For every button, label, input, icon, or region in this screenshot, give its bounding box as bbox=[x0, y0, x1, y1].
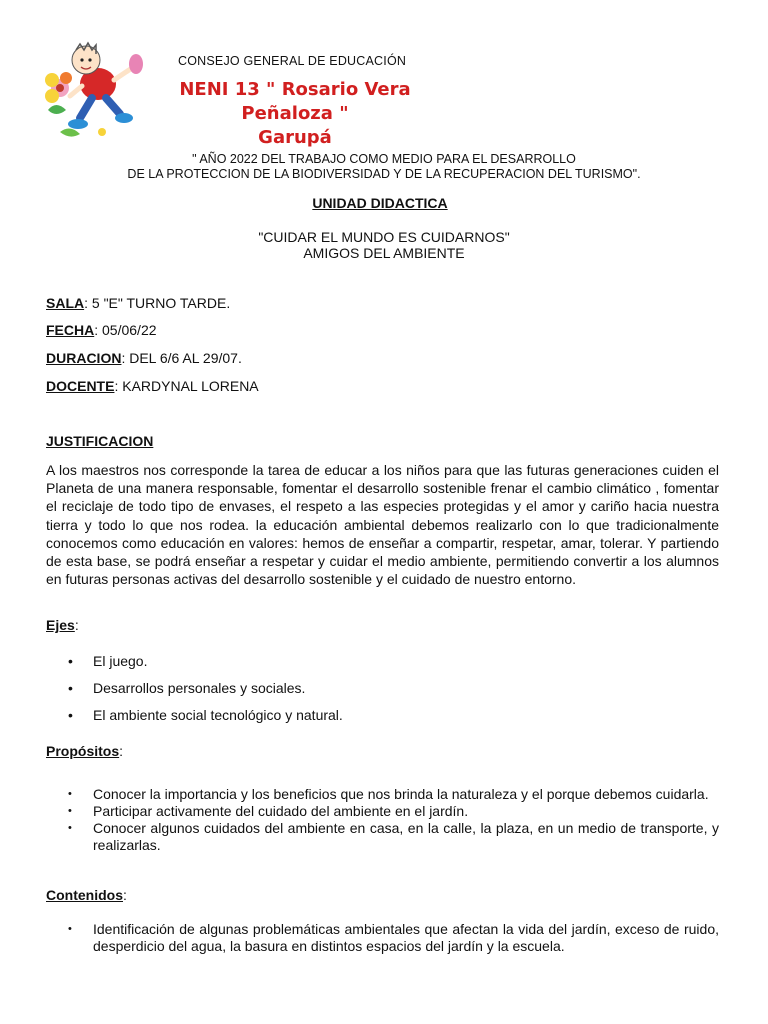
propositos-heading-colon: : bbox=[119, 743, 124, 759]
unit-title-line1: "CUIDAR EL MUNDO ES CUIDARNOS" bbox=[258, 229, 510, 245]
field-duracion-value: : DEL 6/6 AL 29/07. bbox=[121, 350, 242, 366]
field-docente-label: DOCENTE bbox=[46, 378, 115, 394]
school-header bbox=[40, 40, 432, 148]
justificacion-text: A los maestros nos corresponde la tarea de educar a los niños para que las futuras generaciones cuiden el Planeta de una manera responsable, fomentar el desarrollo sostenible frenar el cambio climático , fomentar el reciclaje de todo tipo de envases, el respeto a las especies protegidas y el amor y cariño hacia nuestra tierra y todo lo que nos rodea. la educación ambiental debemos realizarlo con lo que tradicionalmente conocemos como educación en valores: hemos de enseñar a compartir, respetar, amar, tolerar. Y partiendo de esta base, se podrá enseñar a respetar y cuidar el medio ambiente, permitiendo convertir a los alumnos en futuras personas activas del desarrollo sostenible y el cuidado de nuestro entorno. bbox=[46, 462, 719, 588]
list-item: • Conocer algunos cuidados del ambiente en casa, en la calle, la plaza, en un medio de transporte, y realizarlas. bbox=[46, 820, 719, 854]
field-sala-value: : 5 "E" TURNO TARDE. bbox=[84, 295, 231, 311]
school-name bbox=[150, 78, 440, 150]
council-name: CONSEJO GENERAL DE EDUCACIÓN bbox=[178, 54, 407, 68]
unit-heading: UNIDAD DIDACTICA bbox=[312, 195, 448, 211]
ejes-list bbox=[46, 652, 343, 733]
contenidos-heading-colon: : bbox=[123, 887, 127, 903]
list-item: • Identificación de algunas problemáticas ambientales que afectan la vida del jardín, exceso de ruido, desperdicio del agua, la basura en distintos espacios del jardín y la escuela. bbox=[46, 921, 719, 955]
justificacion-heading: JUSTIFICACION bbox=[46, 433, 154, 449]
field-sala-label: SALA bbox=[46, 295, 85, 311]
list-item: • El juego. bbox=[46, 652, 343, 679]
list-item: • El ambiente social tecnológico y natural. bbox=[46, 706, 343, 733]
propositos-list bbox=[46, 786, 719, 854]
contenidos-list bbox=[46, 921, 719, 955]
ejes-heading-colon: : bbox=[74, 617, 79, 633]
contenidos-heading bbox=[46, 887, 127, 903]
contenidos-heading-label: Contenidos bbox=[46, 887, 123, 903]
list-item: • Participar activamente del cuidado del ambiente en el jardín. bbox=[46, 803, 719, 820]
motto-line2: DE LA PROTECCION DE LA BIODIVERSIDAD Y DE LA RECUPERACION DEL TURISMO". bbox=[127, 167, 641, 181]
propositos-heading bbox=[46, 743, 123, 759]
list-item: • Conocer la importancia y los beneficios que nos brinda la naturaleza y el porque debemos cuidarla. bbox=[46, 786, 719, 803]
field-fecha-label: FECHA bbox=[46, 322, 95, 338]
unit-title-line2: AMIGOS DEL AMBIENTE bbox=[303, 245, 465, 261]
ejes-heading bbox=[46, 617, 79, 633]
field-sala bbox=[46, 295, 230, 311]
propositos-heading-label: Propósitos bbox=[46, 743, 120, 759]
list-item: • Desarrollos personales y sociales. bbox=[46, 679, 343, 706]
field-docente bbox=[46, 378, 259, 394]
ejes-heading-label: Ejes bbox=[46, 617, 75, 633]
field-fecha-value: : 05/06/22 bbox=[94, 322, 157, 338]
field-duracion-label: DURACION bbox=[46, 350, 122, 366]
school-name-line2: Garupá bbox=[258, 127, 332, 148]
field-duracion bbox=[46, 350, 242, 366]
field-fecha bbox=[46, 322, 157, 338]
cartoon-child-logo-icon bbox=[40, 40, 150, 140]
motto-line1: " AÑO 2022 DEL TRABAJO COMO MEDIO PARA EL DESARROLLO bbox=[192, 152, 576, 166]
school-name-line1: NENI 13 " Rosario Vera Peñaloza " bbox=[179, 79, 411, 124]
year-motto bbox=[60, 152, 708, 182]
field-docente-value: : KARDYNAL LORENA bbox=[114, 378, 259, 394]
